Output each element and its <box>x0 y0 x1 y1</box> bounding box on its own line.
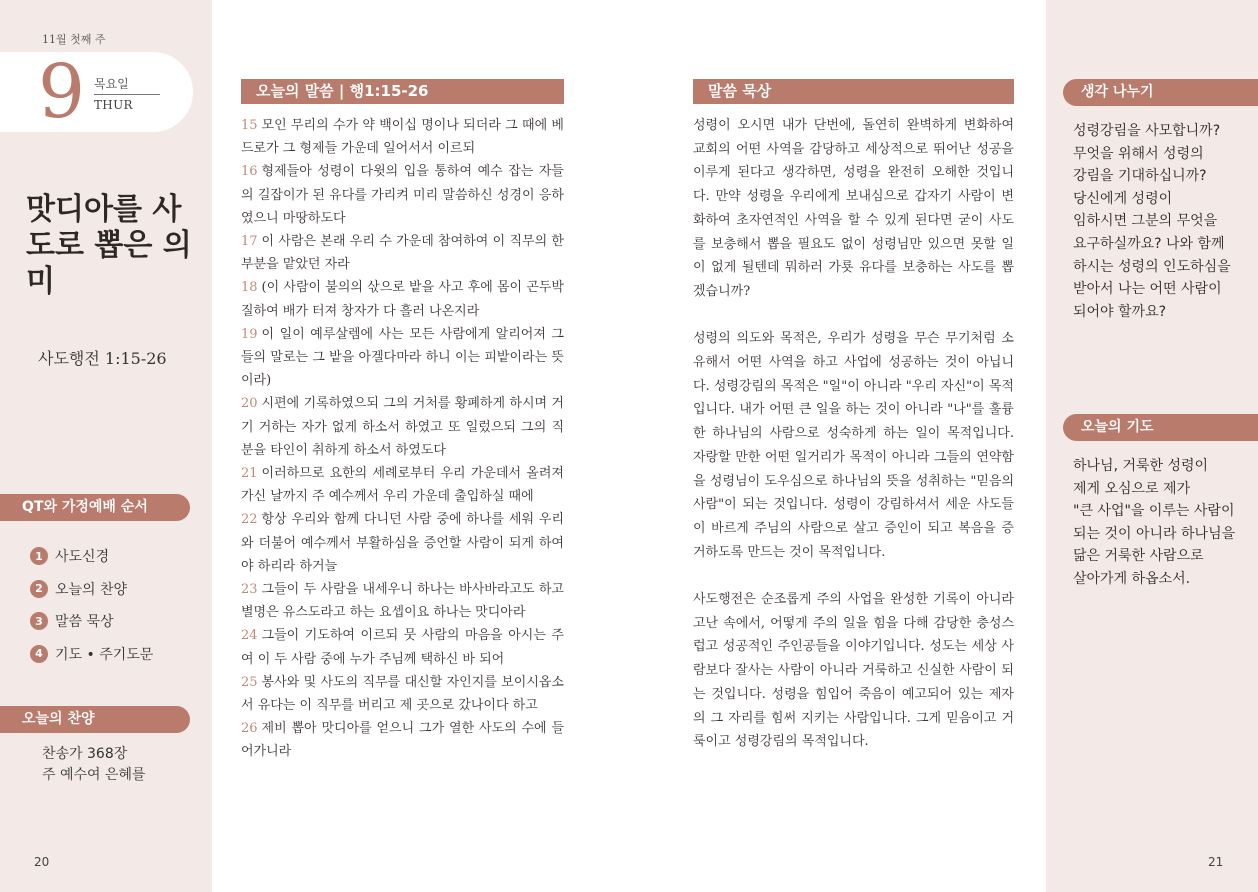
day-number: 9 <box>38 49 86 135</box>
share-line: 받아서 나는 어떤 사람이 <box>1073 281 1222 298</box>
share-line: 요구하실까요? 나와 함께 <box>1073 235 1225 252</box>
hymn-title: 주 예수여 은혜를 <box>42 767 146 783</box>
verse <box>241 462 564 508</box>
verse-number: 16 <box>241 164 258 180</box>
verse <box>241 114 564 160</box>
verse-number: 21 <box>241 466 258 482</box>
week-label: 11월 첫째 주 <box>42 33 106 46</box>
verse <box>241 323 564 393</box>
verse-number: 15 <box>241 118 258 133</box>
verse-number: 22 <box>241 512 258 528</box>
order-item-label: 사도신경 <box>55 549 110 566</box>
prayer-line: "큰 사업"을 이루는 사람이 <box>1073 503 1235 520</box>
share-questions <box>1073 120 1243 323</box>
day-badge <box>0 49 193 135</box>
day-of-week-english: THUR <box>94 98 133 112</box>
verse-text: 봉사와 및 사도의 직무를 대신할 자인지를 보이시옵소서 유다는 이 직무를 버리고 제 곳으로 갔나이다 하고 <box>241 674 564 714</box>
verse-text: 그들이 기도하여 이르되 뭇 사람의 마음을 아시는 주여 이 두 사람 중에 누가 주님께 택하신 바 되어 <box>241 628 564 667</box>
share-line: 성령강림을 사모합니까? <box>1073 123 1221 139</box>
verse-text: 그들이 두 사람을 내세우니 하나는 바사바라고도 하고 별명은 유스도라고 하는 요셉이요 하나는 맛디아라 <box>241 582 564 621</box>
order-item-meditation <box>30 605 153 638</box>
verse-number: 23 <box>241 582 258 598</box>
hymn-heading: 오늘의 찬양 <box>0 706 190 733</box>
order-item-creed <box>30 540 153 573</box>
verse <box>241 717 564 763</box>
prayer-line: 되는 것이 아니라 하나님을 <box>1073 525 1236 542</box>
verse-text: 형제들아 성령이 다윗의 입을 통하여 예수 잡는 자들의 길잡이가 된 유다를 가리켜 미리 말씀하신 성경이 응하였으니 마땅하도다 <box>241 164 564 226</box>
verse <box>241 671 564 717</box>
page-title: 맛디아를 사도로 뽑은 의미 <box>26 192 192 299</box>
verse-text: 이러하므로 요한의 세례로부터 우리 가운데서 올려져 가신 날까지 주 예수께서 우리 가운데 출입하실 때에 <box>241 466 564 505</box>
verse-text: 이 일이 예루살렘에 사는 모든 사람에게 알리어져 그들의 말로는 그 밭을 아겔다마라 하니 이는 피밭이라는 뜻이라) <box>241 326 564 389</box>
meditation-paragraph: 성령의 의도와 목적은, 우리가 성령을 무슨 무기처럼 소유해서 어떤 사역을 하고 사업에 성공하는 것이 아닙니다. 성령강림의 목적은 "일"이 아니라 "우리 자신"이 목적입니다. 내가 어떤 큰 일을 하는 것이 아니라 "나"를 훌륭한 하나님의 사람으로 성숙하게 하는 일이 목적입니다. 자랑할 만한 어떤 일거리가 목적이 아니라 그들의 연약함을 성령님이 도우심으로 하나님의 뜻을 성취하는 "믿음의 사람"이 되는 것입니다. 성령이 강림하셔서 세운 사도들이 바르게 주님의 사람으로 살고 증인이 되고 복음을 증거하도록 만드는 것이 목적입니다. <box>693 331 1014 560</box>
verse <box>241 276 564 322</box>
share-line: 무엇을 위해서 성령의 <box>1073 145 1204 162</box>
verse-text: 모인 무리의 수가 약 백이십 명이나 되더라 그 때에 베드로가 그 형제들 가운데 일어서서 이르되 <box>241 118 564 157</box>
page-number-right: 21 <box>1208 855 1224 869</box>
hymn-number: 찬송가 368장 <box>42 746 128 762</box>
worship-order-list <box>30 540 153 670</box>
share-line: 당신에게 성령이 <box>1073 190 1173 207</box>
order-item-prayer <box>30 638 153 671</box>
prayer-text <box>1073 455 1243 591</box>
verse-text: 이 사람은 본래 우리 수 가운데 참여하여 이 직무의 한 부분을 맡았던 자라 <box>241 234 564 273</box>
verse <box>241 624 564 670</box>
meditation-paragraph: 사도행전은 순조롭게 주의 사업을 완성한 기록이 아니라 고난 속에서, 어떻게 주의 일을 힘을 다해 감당한 충성스럽고 성공적인 주인공들을 이야기입니다. 성도는 세상 사람보다 잘사는 사람이 아니라 거룩하고 신실한 사람이 되는 것입니다. 성령을 힘입어 죽음이 예고되어 있는 제자의 그 자리를 힘써 지키는 사람입니다. 그게 믿음이고 거룩이고 성령강림의 목적입니다. <box>693 592 1014 750</box>
order-heading: QT와 가정예배 순서 <box>0 494 190 521</box>
number-badge: 1 <box>30 547 48 565</box>
verse-number: 24 <box>241 628 258 644</box>
verse-number: 17 <box>241 234 258 250</box>
verse <box>241 578 564 624</box>
verse-text: 제비 뽑아 맛디아를 얻으니 그가 열한 사도의 수에 들어가니라 <box>241 721 564 760</box>
verse <box>241 230 564 276</box>
verse <box>241 392 564 462</box>
verse-text: 항상 우리와 함께 다니던 사람 중에 하나를 세워 우리와 더불어 예수께서 부활하심을 증언할 사람이 되게 하여야 하리라 하거늘 <box>241 512 564 574</box>
verse-number: 19 <box>241 326 258 342</box>
meditation-text <box>693 114 1014 778</box>
scripture-text <box>241 114 564 764</box>
order-item-label: 오늘의 찬양 <box>55 581 128 598</box>
verse-number: 26 <box>241 721 258 737</box>
share-line: 임하시면 그분의 무엇을 <box>1073 213 1218 230</box>
prayer-line: 하나님, 거룩한 성령이 <box>1073 458 1209 474</box>
order-item-label: 말씀 묵상 <box>55 614 114 631</box>
scripture-reference: 사도행전 1:15-26 <box>38 349 167 368</box>
prayer-line: 제게 오심으로 제가 <box>1073 480 1191 497</box>
meditation-heading: 말씀 묵상 <box>693 79 1014 104</box>
scripture-heading: 오늘의 말씀 | 행1:15-26 <box>241 79 564 104</box>
share-heading: 생각 나누기 <box>1063 79 1258 106</box>
order-item-hymn <box>30 573 153 606</box>
share-line: 강림을 기대하십니까? <box>1073 168 1207 185</box>
day-of-week-korean: 목요일 <box>94 77 129 91</box>
share-line: 되어야 할까요? <box>1073 303 1167 320</box>
verse <box>241 160 564 230</box>
hymn-info <box>42 744 146 786</box>
day-divider <box>94 94 160 95</box>
share-line: 하시는 성령의 인도하심을 <box>1073 258 1231 275</box>
prayer-line: 살아가게 하옵소서. <box>1073 570 1191 587</box>
order-item-label: 기도 • 주기도문 <box>55 646 154 663</box>
number-badge: 3 <box>30 612 48 630</box>
verse <box>241 508 564 578</box>
number-badge: 2 <box>30 580 48 598</box>
verse-number: 25 <box>241 674 258 690</box>
number-badge: 4 <box>30 645 48 663</box>
meditation-paragraph: 성령이 오시면 내가 단번에, 돌연히 완벽하게 변화하여 교회의 어떤 사역을 감당하고 세상적으로 뛰어난 성공을 이루게 된다고 생각하면, 성령을 완전히 오해한 것입니다. 만약 성령을 우리에게 보내심으로 갑자기 사람이 변화하여 초자연적인 사역을 할 수 있게 된다면 굳이 사도를 보충해서 뽑을 필요도 없이 성령님만 있으면 못할 일이 없게 될텐데 뭐하러 가룟 유다를 보충하는 사도를 뽑겠습니까? <box>693 118 1014 299</box>
verse-number: 20 <box>241 396 258 412</box>
page-number-left: 20 <box>34 855 50 869</box>
prayer-line: 닮은 거룩한 사람으로 <box>1073 548 1204 565</box>
verse-text: 시편에 기록하였으되 그의 거처를 황폐하게 하시며 거기 거하는 자가 없게 하소서 하였고 또 일렀으되 그의 직분을 타인이 취하게 하소서 하였도다 <box>241 396 564 458</box>
prayer-heading: 오늘의 기도 <box>1063 414 1258 441</box>
verse-number: 18 <box>241 280 258 296</box>
verse-text: (이 사람이 불의의 삯으로 밭을 사고 후에 몸이 곤두박질하여 배가 터져 창자가 다 흘러 나온지라 <box>241 280 564 319</box>
